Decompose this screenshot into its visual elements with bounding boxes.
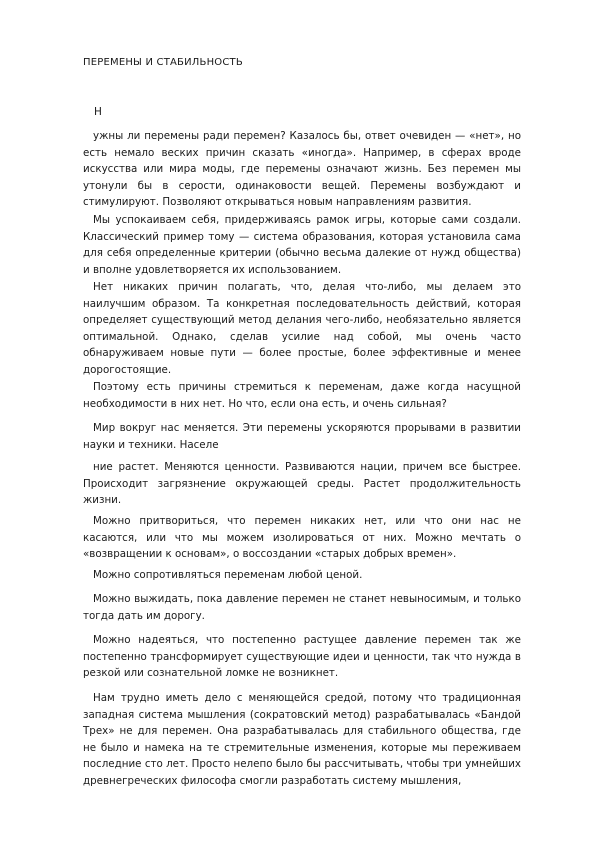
paragraph-6: ние растет. Меняются ценности. Развиваются нации, причем все быстрее. Происходит загрязнение окружающей среды. Растет продолжительность жизни. (83, 461, 521, 507)
paragraph-5: Мир вокруг нас меняется. Эти перемены ускоряются прорывами в развитии науки и техники. Населе (83, 422, 521, 451)
paragraph-1: ужны ли перемены ради перемен? Казалось бы, ответ очевиден — «нет», но есть немало веских причин сказать «иногда». Например, в сферах вроде искусства или мира моды, где перемены означают жизнь. Без перемен мы утонули бы в серости, одинаковости вещей. Перемены возбуждают и стимулируют. Позволяют открываться новым направлениям развития. (83, 130, 521, 209)
paragraph-8: Можно сопротивляться переменам любой ценой. (93, 569, 363, 581)
page-title: ПЕРЕМЕНЫ И СТАБИЛЬНОСТЬ (83, 57, 243, 68)
paragraph-10: Можно надеяться, что постепенно растущее давление перемен так же постепенно трансформирует существующие идеи и ценности, так что нужда в резкой или сознательной ломке не возникнет. (83, 634, 521, 680)
paragraph-9: Можно выжидать, пока давление перемен не станет невыносимым, и только тогда дать им дорогу. (83, 593, 521, 622)
paragraph-2: Мы успокаиваем себя, придерживаясь рамок игры, которые сами создали. Классический пример тому — система образования, которая установила сама для себя определенные критерии (обычно весьма далекие от нужд общества) и вполне удовлетворяется их использованием. (83, 214, 521, 276)
paragraph-4: Поэтому есть причины стремиться к переменам, даже когда насущной необходимости в них нет. Но что, если она есть, и очень сильная? (83, 381, 521, 410)
paragraph-11: Нам трудно иметь дело с меняющейся средой, потому что традиционная западная система мышления (сократовский метод) разрабатывалась «Бандой Трех» не для перемен. Она разрабатывалась для стабильного общества, где не было и намека на те стремительные изменения, которые мы переживаем последние сто лет. Просто нелепо было бы рассчитывать, чтобы три умнейших древнегреческих философа смогли разработать систему мышления, (83, 692, 521, 787)
drop-cap-letter: Н (94, 106, 102, 118)
paragraph-3: Нет никаких причин полагать, что, делая что-либо, мы делаем это наилучшим образом. Та конкретная последовательность действий, которая определяет существующий метод делания чего-либо, необязательно является оптимальной. Однако, сделав усилие над собой, мы очень часто обнаруживаем новые пути — более простые, более эффективные и менее дорогостоящие. (83, 281, 521, 376)
paragraph-7: Можно притвориться, что перемен никаких нет, или что они нас не касаются, или что мы можем изолироваться от них. Можно мечтать о «возвращении к основам», о воссоздании «старых добрых времен». (83, 515, 521, 561)
